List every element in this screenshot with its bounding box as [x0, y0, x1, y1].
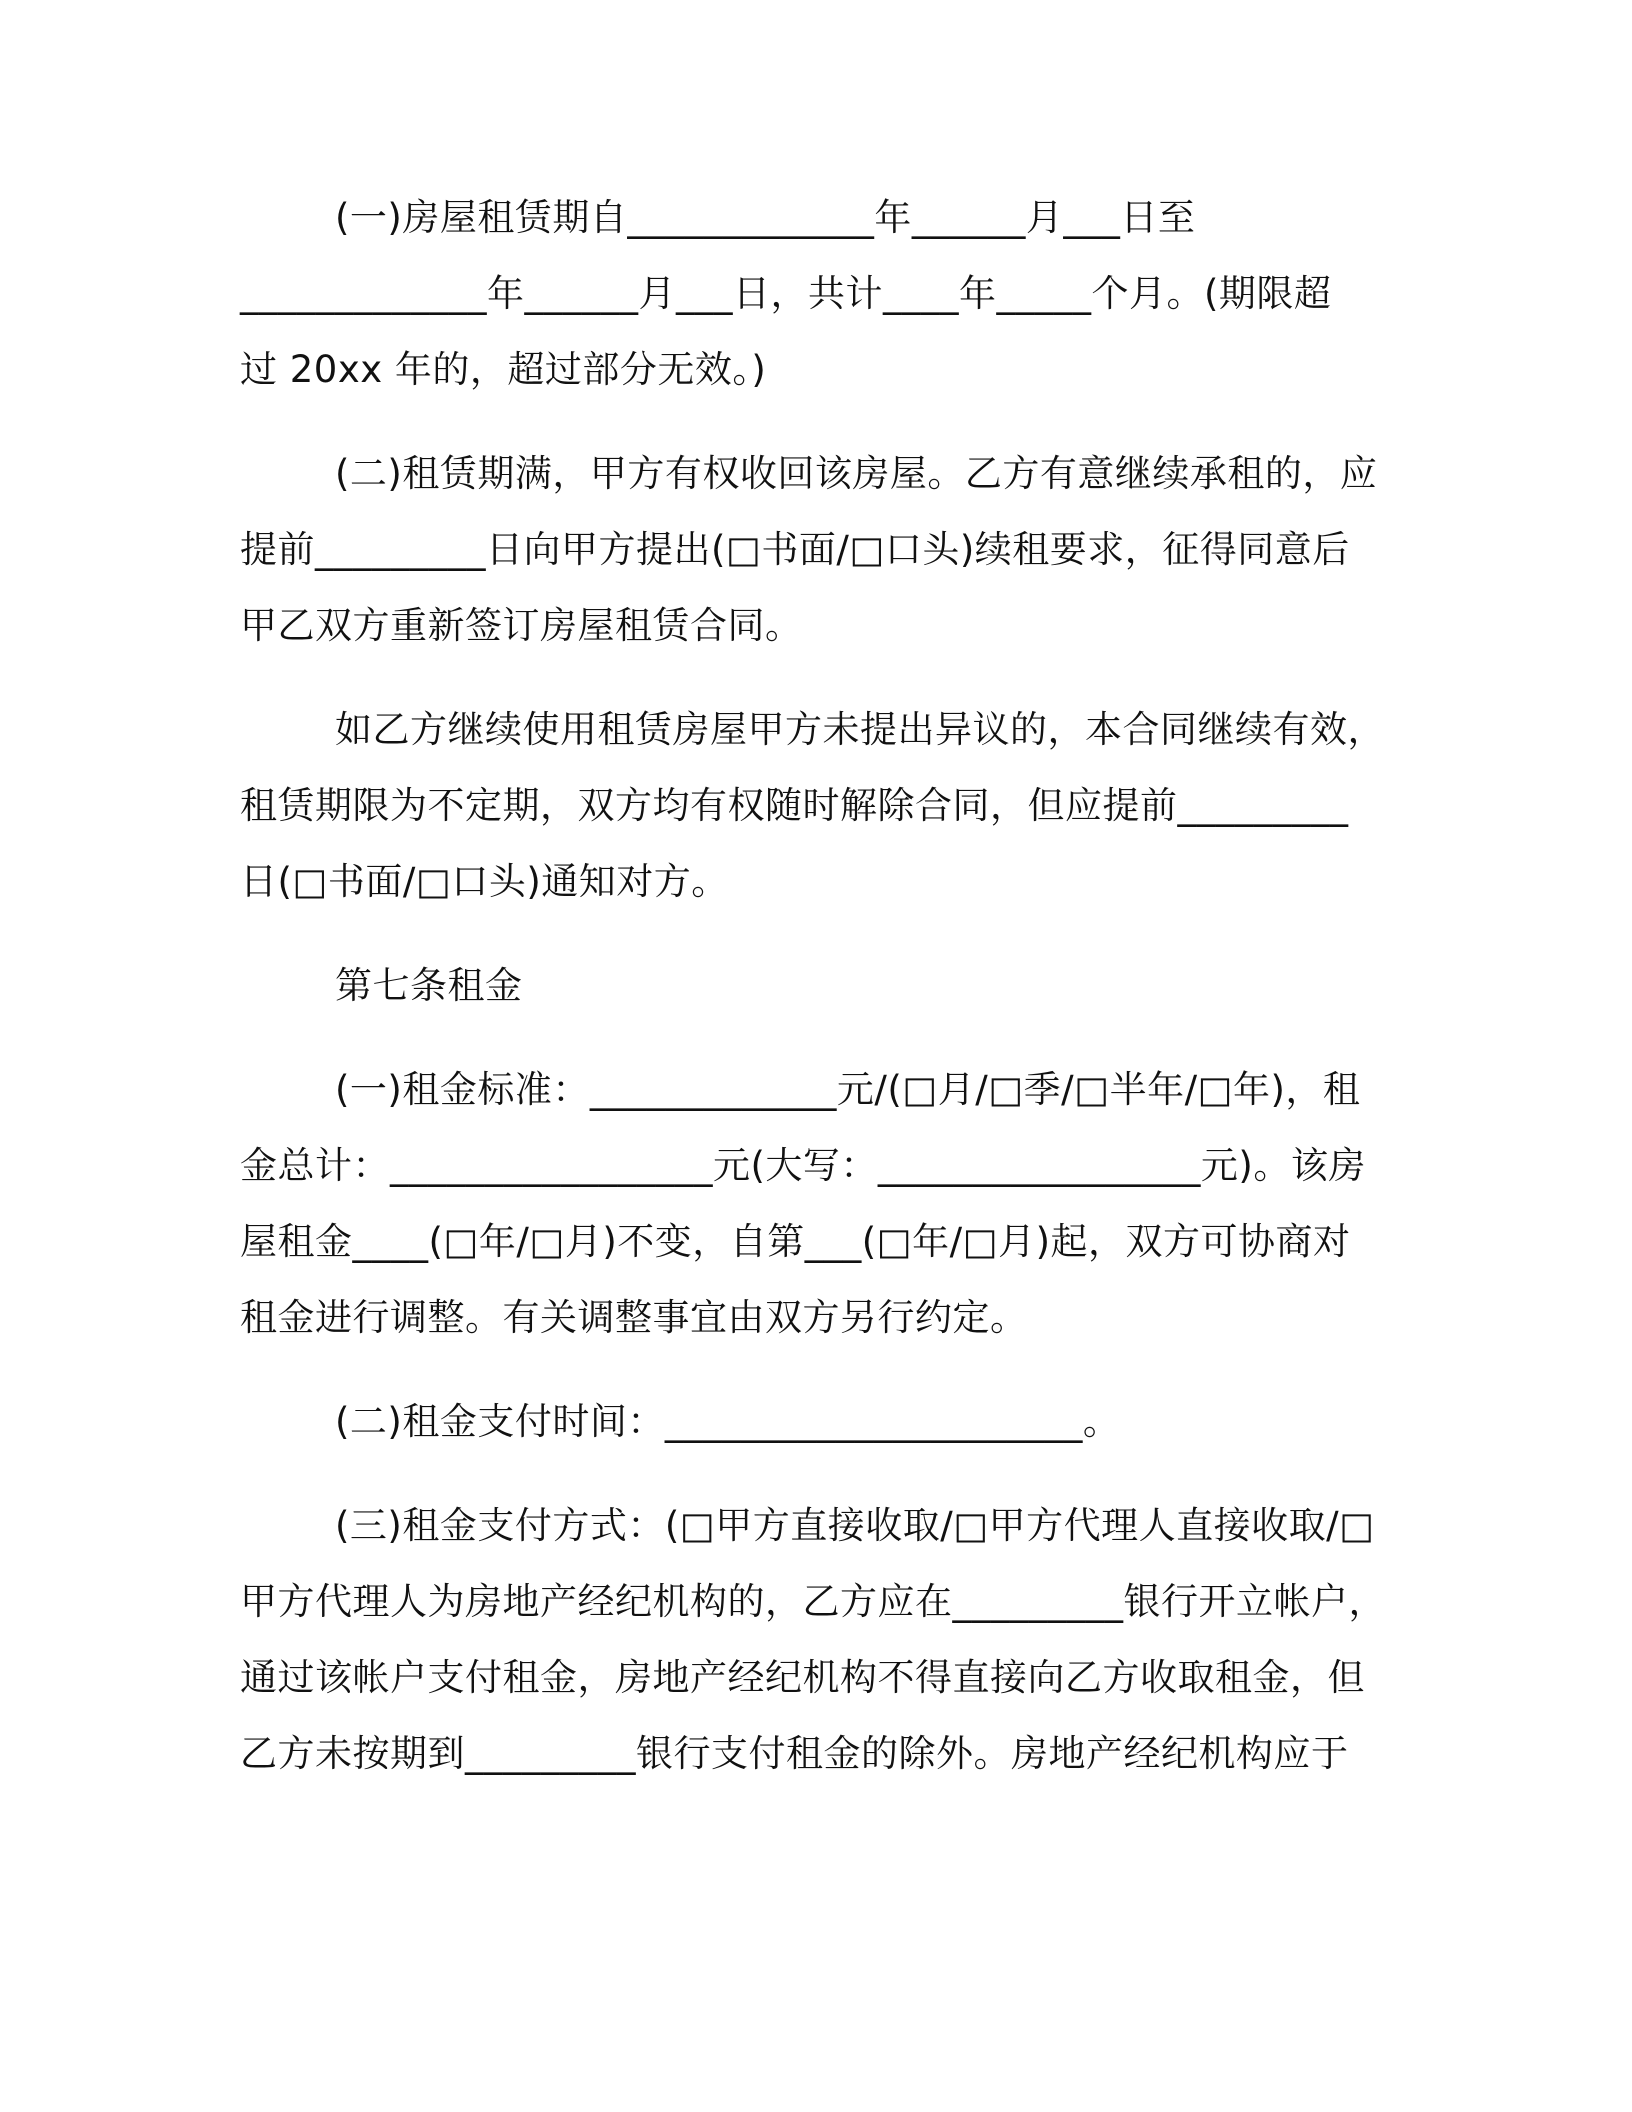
paragraph-lease-term-line-2: _____________年______月___日，共计____年_____个月。(期限超	[240, 272, 1332, 315]
paragraph-lease-expiry-line-3: 甲乙双方重新签订房屋租赁合同。	[240, 604, 803, 647]
paragraph-rent-standard-line-3: 屋租金____(□年/□月)不变，自第___(□年/□月)起，双方可协商对	[240, 1220, 1351, 1263]
paragraph-rent-standard-line-1: (一)租金标准：_____________元/(□月/□季/□半年/□年)，租	[335, 1068, 1361, 1111]
paragraph-continued-use-line-1: 如乙方继续使用租赁房屋甲方未提出异议的，本合同继续有效，	[335, 708, 1385, 751]
paragraph-rent-payment-time: (二)租金支付时间：______________________。	[335, 1400, 1121, 1443]
paragraph-lease-expiry-line-2: 提前_________日向甲方提出(□书面/□口头)续租要求，征得同意后	[240, 528, 1350, 571]
paragraph-lease-expiry-line-1: (二)租赁期满，甲方有权收回该房屋。乙方有意继续承租的，应	[335, 452, 1378, 495]
paragraph-continued-use-line-3: 日(□书面/□口头)通知对方。	[240, 860, 729, 903]
paragraph-continued-use-line-2: 租赁期限为不定期，双方均有权随时解除合同，但应提前_________	[240, 784, 1349, 827]
paragraph-rent-standard-line-4: 租金进行调整。有关调整事宜由双方另行约定。	[240, 1296, 1028, 1339]
paragraph-lease-term-line-1: (一)房屋租赁期自_____________年______月___日至	[335, 196, 1196, 239]
paragraph-rent-payment-method-line-3: 通过该帐户支付租金，房地产经纪机构不得直接向乙方收取租金，但	[240, 1656, 1365, 1699]
paragraph-rent-payment-method-line-2: 甲方代理人为房地产经纪机构的，乙方应在_________银行开立帐户，	[240, 1580, 1386, 1623]
paragraph-rent-payment-method-line-1: (三)租金支付方式：(□甲方直接收取/□甲方代理人直接收取/□	[335, 1504, 1375, 1547]
paragraph-rent-standard-line-2: 金总计：_________________元(大写：_________________元)。该房	[240, 1144, 1366, 1187]
section-heading-article-7: 第七条租金	[335, 964, 523, 1007]
paragraph-rent-payment-method-line-4: 乙方未按期到_________银行支付租金的除外。房地产经纪机构应于	[240, 1732, 1349, 1775]
paragraph-lease-term-line-3: 过 20xx 年的，超过部分无效。)	[240, 348, 767, 391]
